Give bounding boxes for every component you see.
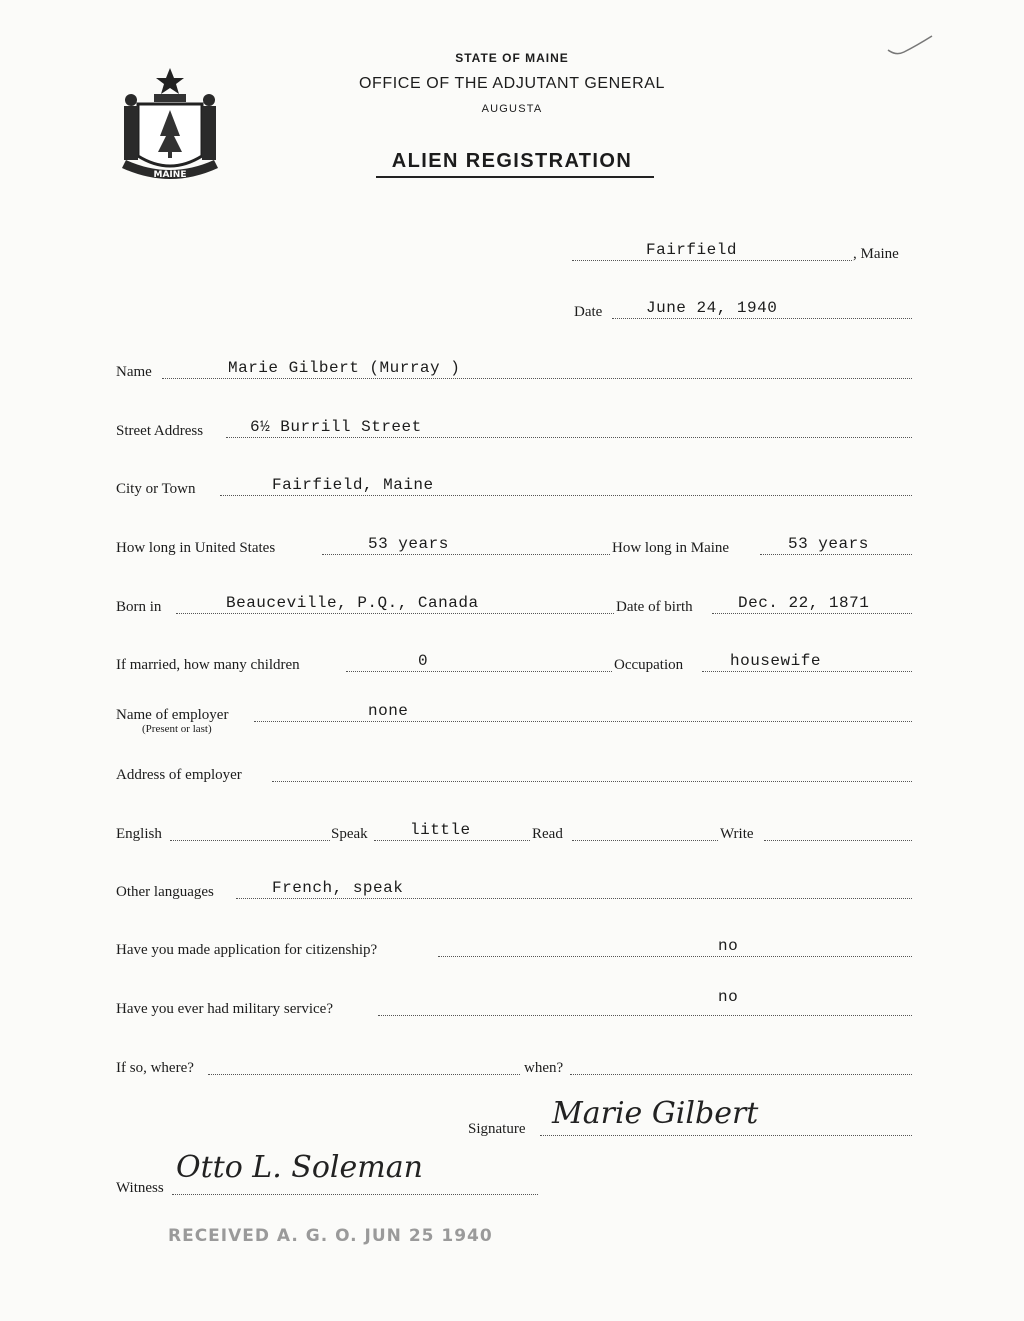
born-line bbox=[176, 613, 614, 614]
citizenship-label: Have you made application for citizenship? bbox=[116, 942, 378, 958]
maine-duration-label: How long in Maine bbox=[612, 540, 730, 556]
employer-address-label: Address of employer bbox=[116, 767, 242, 783]
witness-line bbox=[172, 1194, 538, 1195]
date-line bbox=[612, 318, 912, 319]
us-duration-line bbox=[322, 554, 610, 555]
employer-label: Name of employer bbox=[116, 707, 229, 723]
city-heading: AUGUSTA bbox=[481, 103, 543, 115]
name-value: Marie Gilbert (Murray ) bbox=[228, 359, 461, 377]
city-line bbox=[220, 495, 912, 496]
speak-label: Speak bbox=[331, 826, 368, 842]
other-languages-label: Other languages bbox=[116, 884, 214, 900]
dob-label: Date of birth bbox=[616, 599, 693, 615]
seal-label: MAINE bbox=[153, 170, 187, 180]
signature-label: Signature bbox=[468, 1121, 526, 1137]
signature-value: Marie Gilbert bbox=[552, 1096, 759, 1131]
occupation-label: Occupation bbox=[614, 657, 684, 673]
read-label: Read bbox=[532, 826, 563, 842]
city-label: City or Town bbox=[116, 481, 196, 497]
form-title: ALIEN REGISTRATION bbox=[391, 150, 633, 172]
occupation-line bbox=[702, 671, 912, 672]
write-line bbox=[764, 840, 912, 841]
write-label: Write bbox=[720, 826, 754, 842]
date-value: June 24, 1940 bbox=[646, 299, 778, 317]
dob-value: Dec. 22, 1871 bbox=[738, 594, 870, 612]
read-line bbox=[572, 840, 718, 841]
other-languages-line bbox=[236, 898, 912, 899]
street-label: Street Address bbox=[116, 423, 204, 439]
children-line bbox=[346, 671, 612, 672]
employer-sublabel: (Present or last) bbox=[142, 723, 212, 735]
place-suffix: , Maine bbox=[853, 246, 899, 262]
employer-address-line bbox=[272, 781, 912, 782]
english-line bbox=[170, 840, 330, 841]
speak-line bbox=[374, 840, 530, 841]
witness-signature: Otto L. Soleman bbox=[176, 1150, 423, 1185]
state-heading: STATE OF MAINE bbox=[455, 51, 569, 65]
children-value: 0 bbox=[418, 652, 429, 670]
citizenship-value: no bbox=[718, 937, 739, 955]
english-label: English bbox=[116, 826, 162, 842]
military-value: no bbox=[718, 988, 739, 1006]
office-heading: OFFICE OF THE ADJUTANT GENERAL bbox=[358, 75, 666, 92]
signature-line bbox=[540, 1135, 912, 1136]
name-line bbox=[162, 378, 912, 379]
us-duration-label: How long in United States bbox=[116, 540, 276, 556]
dob-line bbox=[712, 613, 912, 614]
city-value: Fairfield, Maine bbox=[272, 476, 434, 494]
us-duration-value: 53 years bbox=[368, 535, 449, 553]
children-label: If married, how many children bbox=[116, 657, 300, 673]
military-label: Have you ever had military service? bbox=[116, 1001, 333, 1017]
street-line bbox=[226, 437, 912, 438]
place-value: Fairfield bbox=[646, 241, 737, 259]
witness-label: Witness bbox=[116, 1180, 164, 1196]
title-underline bbox=[376, 176, 654, 178]
other-languages-value: French, speak bbox=[272, 879, 404, 897]
where-label: If so, where? bbox=[116, 1060, 194, 1076]
maine-duration-line bbox=[760, 554, 912, 555]
place-line bbox=[572, 260, 852, 261]
employer-line bbox=[254, 721, 912, 722]
born-label: Born in bbox=[116, 599, 162, 615]
date-label: Date bbox=[574, 304, 603, 320]
military-line bbox=[378, 1015, 912, 1016]
when-line bbox=[570, 1074, 912, 1075]
speak-value: little bbox=[410, 821, 471, 839]
maine-duration-value: 53 years bbox=[788, 535, 869, 553]
check-mark-icon bbox=[886, 34, 936, 58]
where-line bbox=[208, 1074, 520, 1075]
born-value: Beauceville, P.Q., Canada bbox=[226, 594, 479, 612]
when-label: when? bbox=[524, 1060, 564, 1076]
name-label: Name bbox=[116, 364, 152, 380]
citizenship-line bbox=[438, 956, 912, 957]
received-stamp: RECEIVED A. G. O. JUN 25 1940 bbox=[168, 1226, 493, 1246]
occupation-value: housewife bbox=[730, 652, 821, 670]
street-value: 6½ Burrill Street bbox=[250, 418, 422, 436]
employer-value: none bbox=[368, 702, 409, 720]
